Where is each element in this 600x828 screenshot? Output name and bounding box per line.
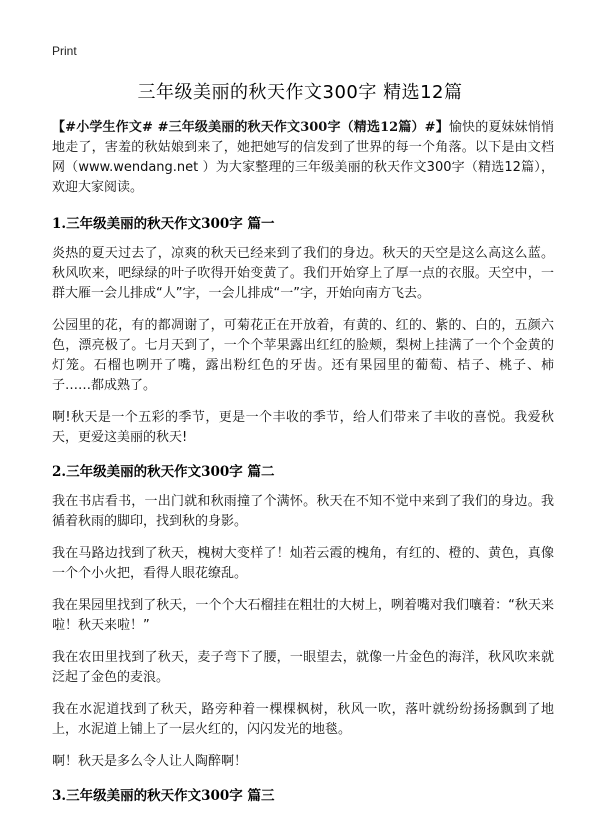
- paragraph: 炎热的夏天过去了，凉爽的秋天已经来到了我们的身边。秋天的天空是这么高这么蓝。秋风吹来，吧绿绿的叶子吹得开始变黄了。我们开始穿上了厚一点的衣服。天空中，一群大雁一会儿排成“人”字，一会儿排成“一”字，开始向南方飞去。: [52, 246, 554, 301]
- paragraph: 我在书店看书，一出门就和秋雨撞了个满怀。秋天在不知不觉中来到了我们的身边。我循着秋雨的脚印，找到秋的身影。: [52, 494, 554, 529]
- print-link[interactable]: Print: [52, 44, 77, 58]
- paragraph: 啊!秋天是一个五彩的季节，更是一个丰收的季节，给人们带来了丰收的喜悦。我爱秋天，更爱这美丽的秋天!: [52, 410, 554, 445]
- page-title: 三年级美丽的秋天作文300字 精选12篇: [137, 82, 463, 103]
- section-heading-1: 1.三年级美丽的秋天作文300字 篇一: [52, 216, 275, 232]
- paragraph: 公园里的花，有的都凋谢了，可菊花正在开放着，有黄的、红的、紫的、白的，五颜六色，漂亮极了。七月天到了，一个个苹果露出红红的脸颊，梨树上挂满了一个个金黄的灯笼。石榴也咧开了嘴，露出粉红色的牙齿。还有果园里的葡萄、桔子、桃子、柿子……都成熟了。: [52, 318, 554, 393]
- paragraph: 我在马路边找到了秋天，槐树大变样了！灿若云霞的槐角，有红的、橙的、黄色，真像一个个小火把，看得人眼花缭乱。: [52, 546, 554, 581]
- paragraph: 我在果园里找到了秋天，一个个大石榴挂在粗壮的大树上，咧着嘴对我们嚷着：“秋天来啦！秋天来啦！”: [52, 598, 554, 633]
- paragraph: 我在农田里找到了秋天，麦子弯下了腰，一眼望去，就像一片金色的海洋，秋风吹来就泛起了金色的麦浪。: [52, 650, 554, 685]
- intro-text: 愉快的夏妹妹悄悄地走了，害羞的秋姑娘到来了，她把她写的信发到了世界的每一个角落。以下是由文档网（www.wendang.net ）为大家整理的三年级美丽的秋天作文300字（精选12篇），欢迎大家阅读。: [52, 120, 554, 195]
- article-body: [52, 118, 554, 816]
- intro-paragraph: [52, 118, 554, 198]
- section-heading-2: 2.三年级美丽的秋天作文300字 篇二: [52, 464, 275, 480]
- intro-tags: 【#小学生作文# #三年级美丽的秋天作文300字（精选12篇）#】: [52, 120, 449, 135]
- section-heading-3: 3.三年级美丽的秋天作文300字 篇三: [52, 788, 275, 804]
- paragraph: 啊！秋天是多么令人让人陶醉啊！: [52, 754, 248, 769]
- paragraph: 我在水泥道找到了秋天，路旁种着一棵棵枫树，秋风一吹，落叶就纷纷扬扬飘到了地上，水泥道上铺上了一层火红的，闪闪发光的地毯。: [52, 702, 554, 737]
